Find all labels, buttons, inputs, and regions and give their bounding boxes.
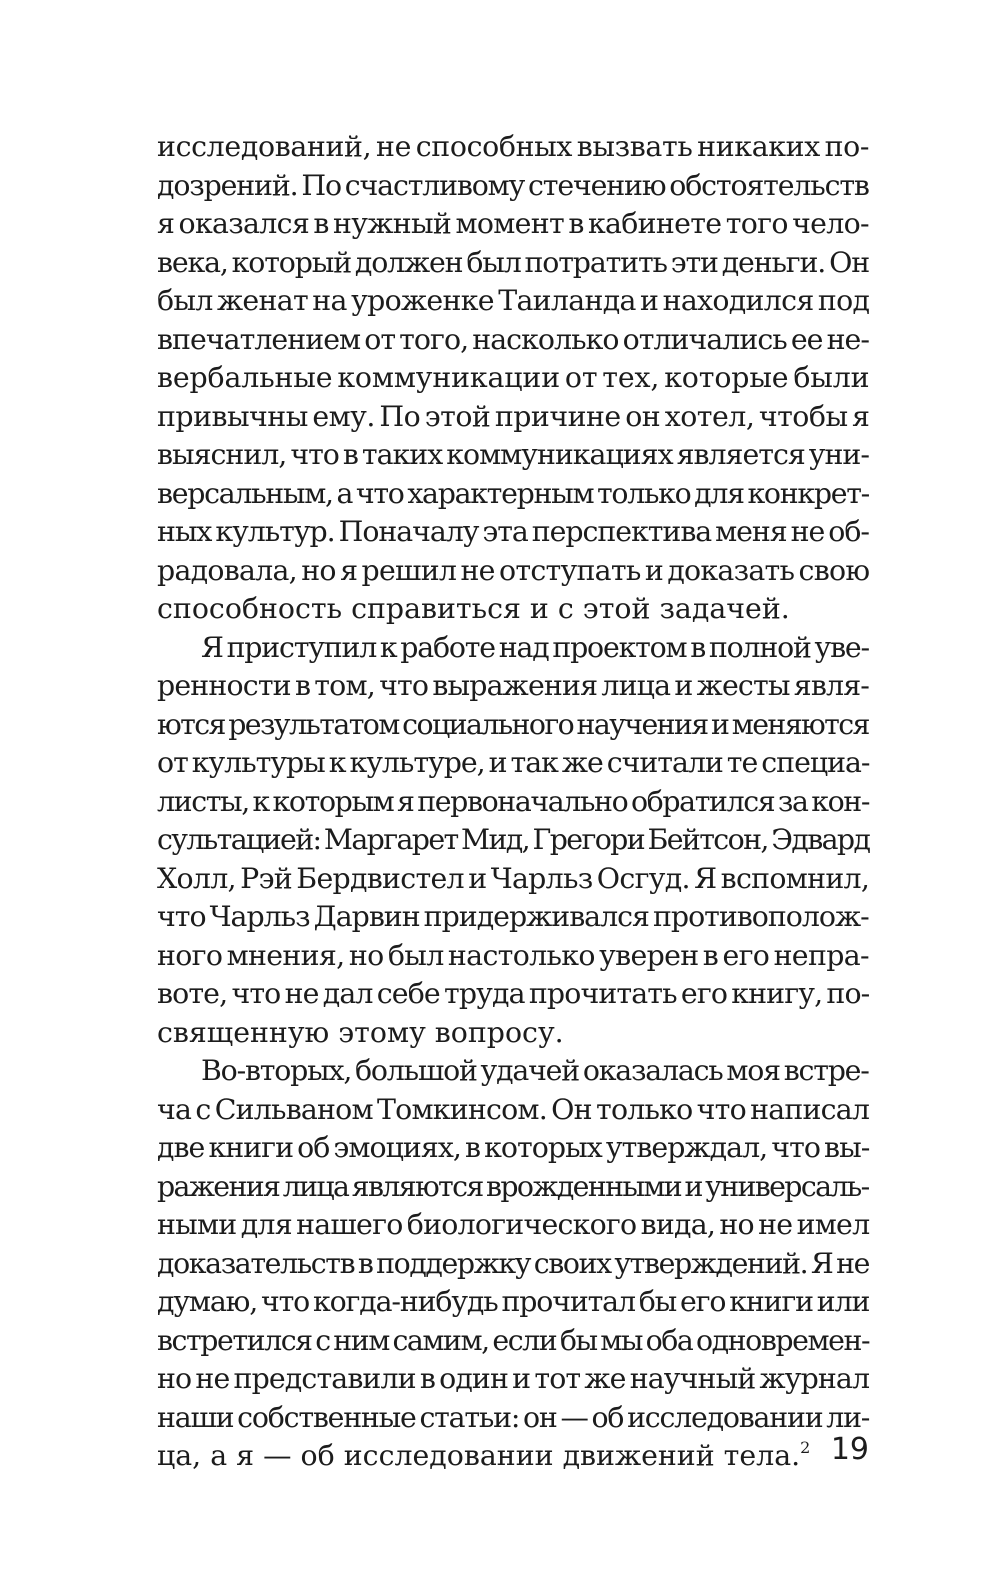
text-line: сультацией: Маргарет Мид, Грегори Бейтсон, Эдвард: [157, 823, 870, 856]
text-line: выяснил, что в таких коммуникациях является уни-: [157, 438, 869, 471]
footnote-marker[interactable]: 2: [800, 1438, 811, 1457]
text-line: священную этому вопросу.: [157, 1015, 564, 1049]
text-line: я оказался в нужный момент в кабинете того чело-: [157, 207, 869, 240]
text-line: ча с Сильваном Томкинсом. Он только что написал: [157, 1092, 870, 1126]
text-line: что Чарльз Дарвин придерживался противополож-: [157, 900, 869, 933]
text-line: ных культур. Поначалу эта перспектива меня не об-: [157, 515, 869, 548]
text-line: думаю, что когда-нибудь прочитал бы его книги или: [157, 1285, 870, 1318]
text-line: воте, что не дал себе труда прочитать его книгу, по-: [157, 977, 870, 1010]
paragraph: [157, 1052, 869, 1476]
text-line: ца, а я — об исследовании движений тела.$^2$: [157, 1438, 811, 1472]
text-line: Холл, Рэй Бердвистел и Чарльз Осгуд. Я вспомнил,: [157, 861, 870, 895]
text-line: дозрений. По счастливому стечению обстоятельств: [157, 168, 869, 202]
text-line: Во-вторых, большой удачей оказалась моя встре-: [201, 1054, 869, 1087]
text-line: ются результатом социального научения и меняются: [157, 707, 869, 741]
text-line: вербальные коммуникации от тех, которые были: [157, 361, 870, 394]
text-line: ными для нашего биологического вида, но не имел: [157, 1208, 870, 1241]
text-line: ражения лица являются врожденными и универсаль-: [157, 1169, 869, 1203]
text-line: привычны ему. По этой причине он хотел, чтобы я: [157, 399, 870, 433]
paragraph: [157, 629, 869, 1053]
text-line: способность справиться и с этой задачей.: [157, 592, 790, 625]
text-line: встретился с ним самим, если бы мы оба одновремен-: [157, 1323, 870, 1357]
text-line: версальным, а что характерным только для конкрет-: [157, 476, 869, 510]
text-line: был женат на уроженке Таиланда и находился под: [157, 284, 870, 317]
text-line: листы, к которым я первоначально обратился за кон-: [157, 784, 870, 818]
text-line: ренности в том, что выражения лица и жесты явля-: [157, 669, 870, 702]
text-line: радовала, но я решил не отступать и доказать свою: [157, 553, 870, 587]
text-line: наши собственные статьи: он — об исследовании ли-: [157, 1400, 870, 1434]
page-number: 19: [830, 1432, 869, 1467]
text-line: впечатлением от того, насколько отличались ее не-: [157, 322, 870, 356]
text-line: Я приступил к работе над проектом в полной уве-: [201, 630, 869, 664]
text-line: исследований, не способных вызвать никаких по-: [157, 130, 870, 163]
text-line: от культуры к культуре, и так же считали те специа-: [157, 746, 870, 779]
text-line: века, который должен был потратить эти деньги. Он: [157, 245, 869, 279]
text-line: две книги об эмоциях, в которых утверждал, что вы-: [157, 1131, 870, 1164]
paragraph: [157, 128, 869, 629]
body-text: [157, 128, 869, 1476]
text-line: но не представили в один и тот же научный журнал: [157, 1362, 870, 1395]
text-line: ного мнения, но был настолько уверен в его непра-: [157, 938, 869, 972]
text-line: доказательств в поддержку своих утверждений. Я не: [157, 1246, 870, 1280]
